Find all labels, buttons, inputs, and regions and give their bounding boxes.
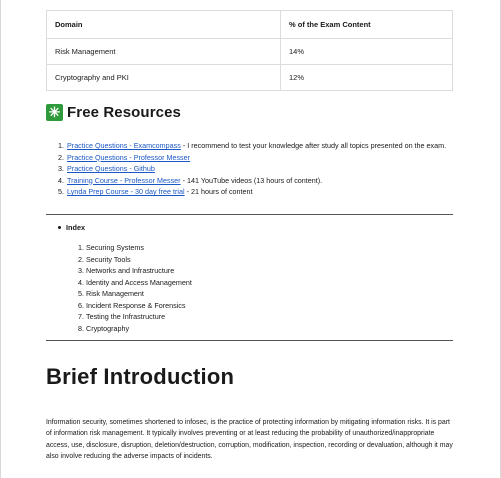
list-item: 3. Networks and Infrastructure: [78, 266, 175, 275]
page-edge-left: [0, 0, 1, 478]
intro-paragraph: Information security, sometimes shortened to infosec, is the practice of protecting information by mitigating information risks. It is part of information risk management. It typically involves preventing or at least reducing the probability of unauthorized/inappropriate access, use, disclosure, disruption, deletion/destruction, corruption, modification, inspection, recording or devaluation, although it may also involve reducing the adverse impacts of incidents.: [46, 419, 453, 460]
resource-link-examcompass[interactable]: Practice Questions - Examcompass: [67, 141, 181, 150]
list-item: 5. Lynda Prep Course - 30 day free trial - 21 hours of content: [58, 187, 253, 196]
brief-introduction-title: Brief Introduction: [46, 364, 235, 389]
resource-link-professor-messer-questions[interactable]: Practice Questions - Professor Messer: [67, 152, 191, 162]
table-cell-percent: 12%: [281, 65, 453, 91]
exam-domain-table: [46, 10, 453, 91]
index-item-label: Testing the Infrastructure: [86, 312, 166, 321]
index-item-label: Security Tools: [86, 254, 131, 264]
index-label: Index: [66, 223, 86, 232]
resources-list: [58, 140, 453, 198]
free-resources-heading: [46, 104, 181, 121]
list-item: 3. Practice Questions - Github: [58, 164, 155, 173]
table-cell-domain: Risk Management: [47, 39, 281, 65]
list-item: 5. Risk Management: [78, 289, 144, 298]
list-item: 4. Training Course - Professor Messer - 141 YouTube videos (13 hours of content).: [58, 175, 323, 185]
table-cell-domain: Cryptography and PKI: [47, 65, 281, 91]
list-item: 6. Incident Response & Forensics: [78, 300, 186, 310]
resource-note: - I recommend to test your knowledge after study all topics presented on the exam.: [180, 141, 447, 150]
table-header-domain: Domain: [47, 11, 281, 39]
bullet-icon: [58, 226, 61, 229]
sparkle-icon: ✳: [46, 104, 63, 121]
resource-link-github[interactable]: Practice Questions - Github: [67, 164, 155, 173]
list-item: 8. Cryptography: [78, 323, 130, 333]
table-row: [47, 39, 453, 65]
index-toggle[interactable]: [58, 223, 85, 232]
list-item: 4. Identity and Access Management: [78, 277, 192, 287]
resource-note: - 21 hours of content: [184, 187, 253, 196]
resource-note: - 141 YouTube videos (13 hours of content).: [180, 175, 323, 185]
index-item-label: Cryptography: [86, 323, 130, 333]
list-item: 7. Testing the Infrastructure: [78, 312, 166, 321]
index-item-label: Identity and Access Management: [86, 277, 192, 287]
list-item: 2. Security Tools: [78, 254, 131, 264]
list-item: 2. Practice Questions - Professor Messer: [58, 152, 191, 162]
table-header-percent: % of the Exam Content: [281, 11, 453, 39]
table-row: [47, 65, 453, 91]
table-header-row: [47, 11, 453, 39]
divider-top: [46, 214, 453, 215]
divider-bottom: [46, 340, 453, 341]
index-item-label: Securing Systems: [86, 243, 144, 252]
resource-link-lynda[interactable]: Lynda Prep Course - 30 day free trial: [67, 187, 185, 196]
index-item-label: Networks and Infrastructure: [86, 266, 175, 275]
list-item: 1. Practice Questions - Examcompass - I recommend to test your knowledge after study all topics presented on the exam.: [58, 141, 447, 150]
free-resources-title: Free Resources: [67, 104, 181, 121]
index-item-label: Incident Response & Forensics: [86, 300, 186, 310]
table-cell-percent: 14%: [281, 39, 453, 65]
list-item: 1. Securing Systems: [78, 243, 144, 252]
index-list: [78, 242, 192, 334]
resource-link-training-course[interactable]: Training Course - Professor Messer: [67, 175, 181, 185]
index-item-label: Risk Management: [86, 289, 144, 298]
